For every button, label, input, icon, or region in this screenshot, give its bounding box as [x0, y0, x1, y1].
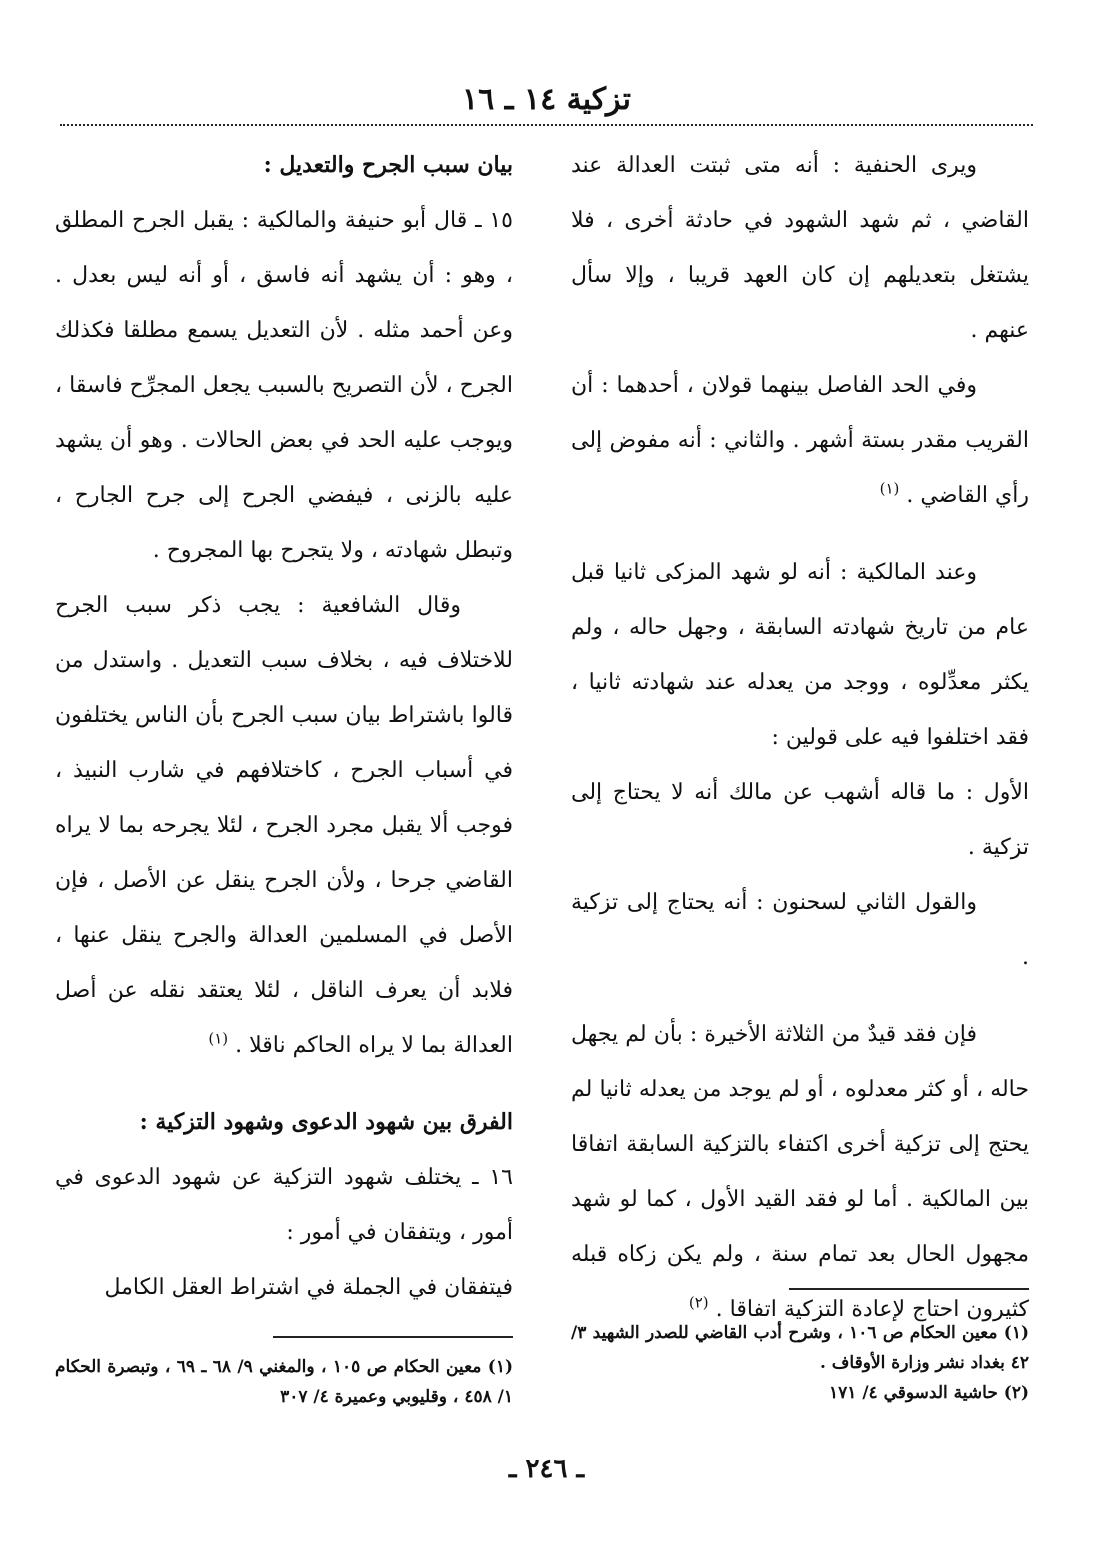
right-column	[571, 138, 1029, 1337]
page-number: ـ ٢٤٦ ـ	[508, 1454, 585, 1484]
paragraph: والقول الثاني لسحنون : أنه يحتاج إلى تزكية .	[571, 890, 1029, 970]
section-heading: بيان سبب الجرح والتعديل :	[263, 152, 513, 178]
footnote-rule	[273, 1336, 513, 1338]
footnote-rule	[789, 1288, 1029, 1290]
paragraph	[55, 578, 513, 1073]
paragraph-text: وقال الشافعية : يجب ذكر سبب الجرح للاختلاف فيه ، بخلاف سبب التعديل . واستدل من قالوا باشتراط بيان سبب الجرح بأن الناس يختلفون في أسباب الجرح ، كاختلافهم في شارب النبيذ ، فوجب ألا يقبل مجرد الجرح ، لئلا يجرحه بما لا يراه القاضي جرحا ، ولأن الجرح ينقل عن الأصل ، فإن الأصل في المسلمين العدالة والجرح ينقل عنها ، فلابد أن يعرف الناقل ، لئلا يعتقد نقله عن أصل العدالة بما لا يراه الحاكم ناقلا .	[55, 593, 513, 1058]
footnote: (١) معين الحكام ص ١٠٥ ، والمغني ٩/ ٦٨ ـ ٦٩ ، وتبصرة الحكام ١/ ٤٥٨ ، وقليوبي وعميرة ٤/ ٣٠٧	[55, 1357, 513, 1407]
paragraph: الأول : ما قاله أشهب عن مالك أنه لا يحتاج إلى تزكية .	[571, 780, 1029, 860]
paragraph-text: فإن فقد قيدٌ من الثلاثة الأخيرة : بأن لم يجهل حاله ، أو كثر معدلوه ، أو لم يوجد من يعدله ثانيا لم يحتج إلى تزكية أخرى اكتفاء بالتزكية السابقة اتفاقا بين المالكية . أما لو فقد القيد الأول ، كما لو شهد مجهول الحال بعد تمام سنة ، ولم يكن زكاه قبله كثيرون احتاج لإعادة التزكية اتفاقا .	[571, 1022, 1029, 1322]
footnotes-right	[571, 1318, 1029, 1408]
left-column	[55, 138, 513, 1315]
footnote-ref: (١)	[879, 479, 900, 498]
footnotes-left	[55, 1352, 513, 1412]
paragraph-text: وفي الحد الفاصل بينهما قولان ، أحدهما : أن القريب مقدر بستة أشهر . والثاني : أنه مفوض إلى رأي القاضي .	[571, 373, 1029, 508]
footnote: (١) معين الحكام ص ١٠٦ ، وشرح أدب القاضي للصدر الشهيد ٣/ ٤٢ بغداد نشر وزارة الأوقاف .	[571, 1323, 1029, 1373]
footnote-ref: (١)	[208, 1029, 229, 1048]
section-heading: الفرق بين شهود الدعوى وشهود التزكية :	[139, 1109, 513, 1135]
paragraph: ويرى الحنفية : أنه متى ثبتت العدالة عند القاضي ، ثم شهد الشهود في حادثة أخرى ، فلا يشتغل بتعديلهم إن كان العهد قريبا ، وإلا سأل عنهم .	[571, 153, 1029, 343]
header-dotted-rule	[60, 124, 1033, 126]
paragraph: وعند المالكية : أنه لو شهد المزكى ثانيا قبل عام من تاريخ شهادته السابقة ، وجهل حاله ، ولم يكثر معدِّلوه ، ووجد من يعدله عند شهادته ثانيا ، فقد اختلفوا فيه على قولين :	[571, 560, 1029, 750]
footnote: (٢) حاشية الدسوقي ٤/ ١٧١	[829, 1383, 1029, 1403]
paragraph	[571, 358, 1029, 523]
paragraph: فيتفقان في الجملة في اشتراط العقل الكامل	[104, 1275, 513, 1300]
paragraph: ١٥ ـ قال أبو حنيفة والمالكية : يقبل الجرح المطلق ، وهو : أن يشهد أنه فاسق ، أو أنه ليس بعدل . وعن أحمد مثله . لأن التعديل يسمع مطلقا فكذلك الجرح ، لأن التصريح بالسبب يجعل المجرِّح فاسقا ، ويوجب عليه الحد في بعض الحالات . وهو أن يشهد عليه بالزنى ، فيفضي الجرح إلى جرح الجارح ، وتبطل شهادته ، ولا يتجرح بها المجروح .	[55, 208, 513, 563]
page-title: تزكية ١٤ ـ ١٦	[462, 82, 631, 117]
footnote-ref: (٢)	[688, 1293, 709, 1312]
paragraph: ١٦ ـ يختلف شهود التزكية عن شهود الدعوى في أمور ، ويتفقان في أمور :	[55, 1165, 513, 1245]
